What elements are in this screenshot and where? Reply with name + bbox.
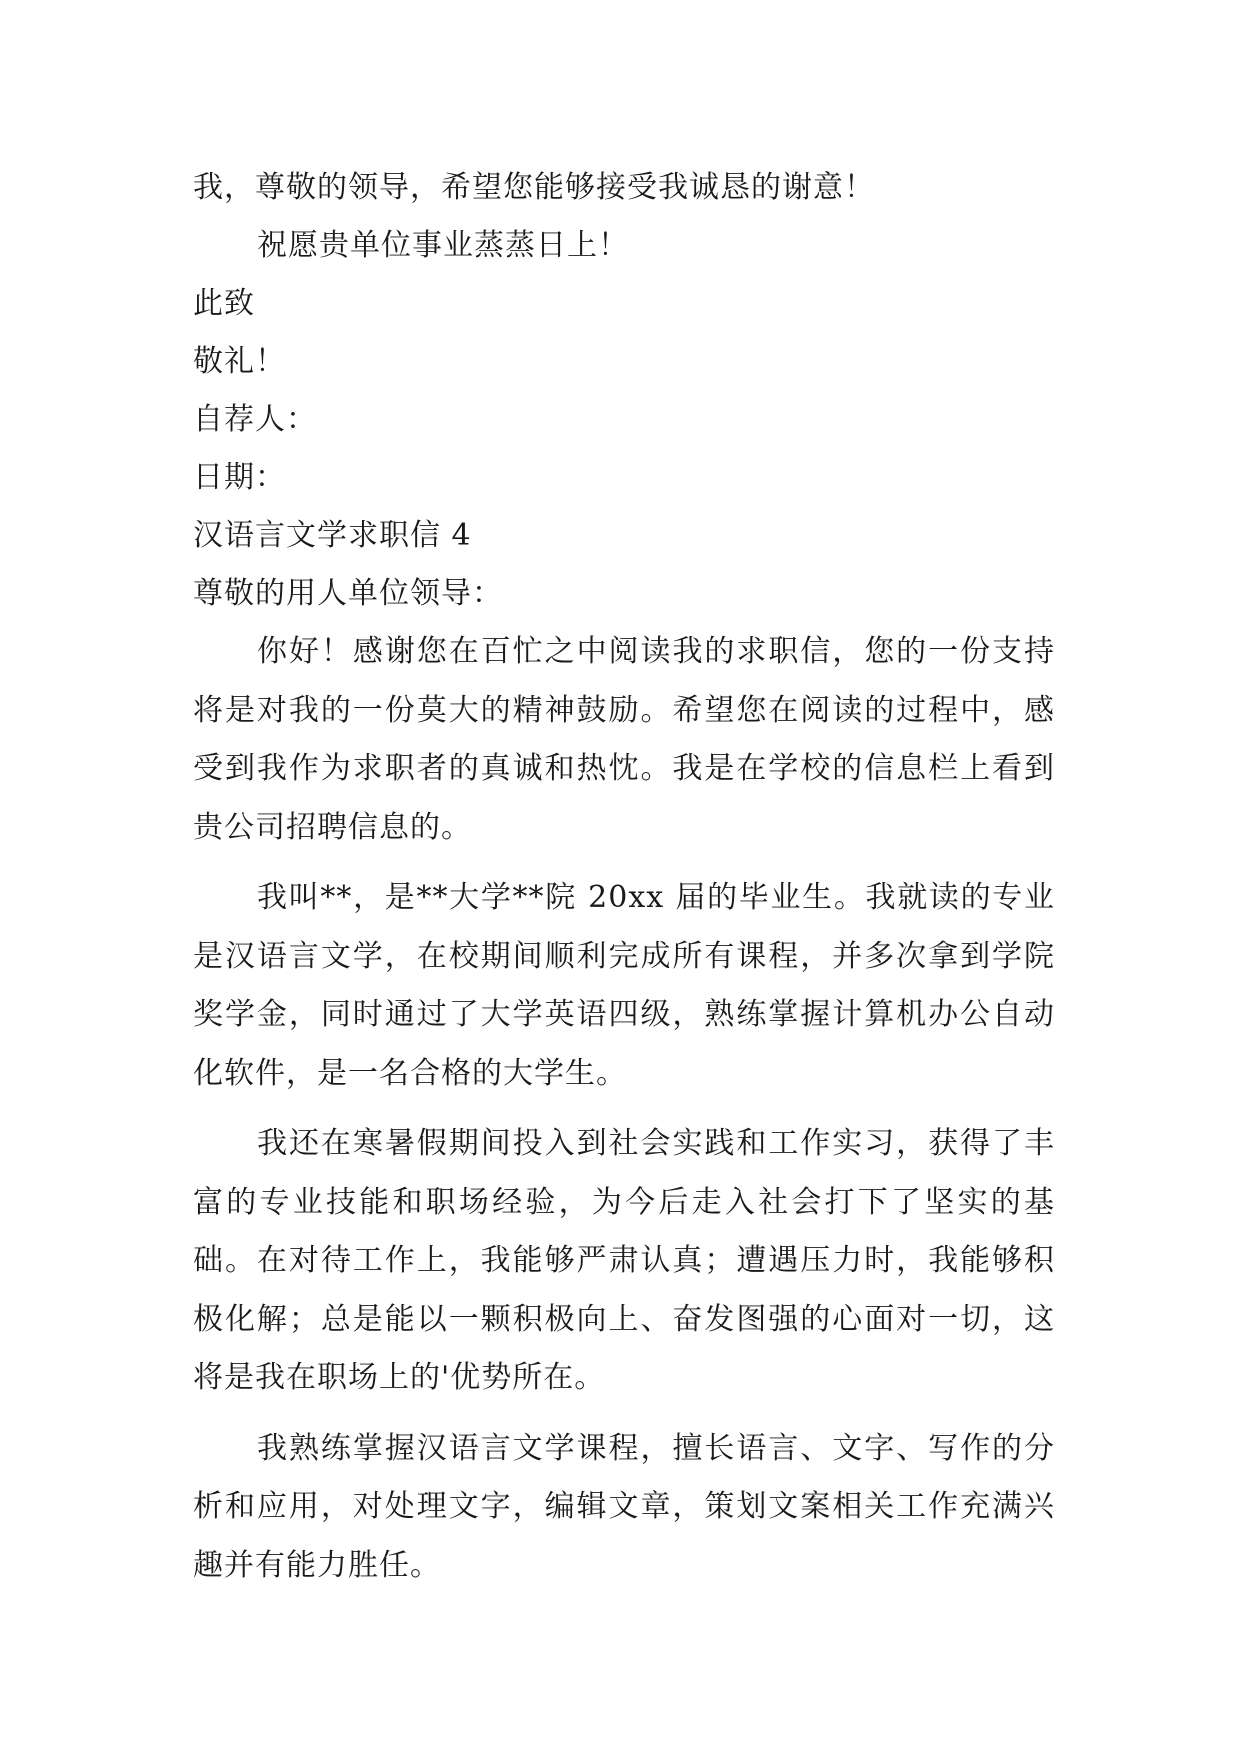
body-paragraph-3: 我还在寒暑假期间投入到社会实践和工作实习，获得了丰富的专业技能和职场经验，为今后走入社会打下了坚实的基础。在对待工作上，我能够严肃认真；遭遇压力时，我能够积极化解；总是能以一颗积极向上、奋发图强的心面对一切，这将是我在职场上的'优势所在。 bbox=[193, 1126, 1055, 1395]
closing-line: 我，尊敬的领导，希望您能够接受我诚恳的谢意！ bbox=[193, 170, 875, 205]
document-page bbox=[193, 159, 1055, 1595]
date-label: 日期： bbox=[193, 460, 286, 495]
letter-title: 汉语言文学求职信 4 bbox=[193, 518, 472, 553]
body-paragraph-4: 我熟练掌握汉语言文学课程，擅长语言、文字、写作的分析和应用，对处理文字，编辑文章，策划文案相关工作充满兴趣并有能力胜任。 bbox=[193, 1430, 1055, 1583]
recommender-label: 自荐人： bbox=[193, 402, 317, 437]
letter-greeting: 尊敬的用人单位领导： bbox=[193, 576, 503, 611]
closing-wish: 祝愿贵单位事业蒸蒸日上！ bbox=[257, 228, 629, 263]
salutation-cizhi: 此致 bbox=[193, 286, 255, 321]
body-paragraph-2: 我叫**，是**大学**院 20xx 届的毕业生。我就读的专业是汉语言文学，在校期间顺利完成所有课程，并多次拿到学院奖学金，同时通过了大学英语四级，熟练掌握计算机办公自动化软件，是一名合格的大学生。 bbox=[193, 880, 1055, 1091]
salutation-jingli: 敬礼！ bbox=[193, 344, 286, 379]
body-paragraph-1: 你好！感谢您在百忙之中阅读我的求职信，您的一份支持将是对我的一份莫大的精神鼓励。希望您在阅读的过程中，感受到我作为求职者的真诚和热忱。我是在学校的信息栏上看到贵公司招聘信息的。 bbox=[193, 634, 1055, 845]
